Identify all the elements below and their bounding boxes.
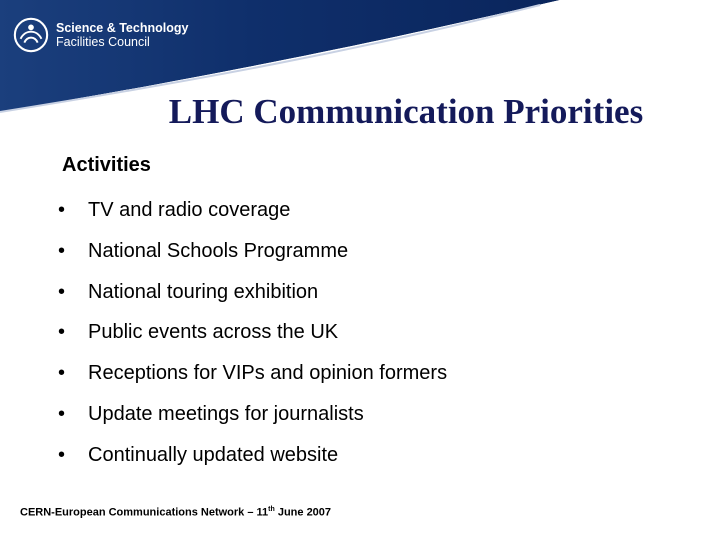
bullet-icon: • — [58, 402, 66, 425]
list-item — [58, 358, 447, 399]
list-item-text: TV and radio coverage — [88, 199, 291, 221]
list-item — [58, 277, 447, 318]
slide-footer — [20, 506, 331, 519]
activities-list — [58, 195, 447, 481]
footer-ordinal: th — [268, 506, 275, 513]
stfc-emblem-icon — [12, 16, 50, 54]
logo-line-2: Facilities Council — [56, 35, 150, 49]
list-item-text: Update meetings for journalists — [88, 402, 364, 425]
logo-line-1: Science & Technology — [56, 21, 189, 35]
bullet-icon: • — [58, 199, 66, 221]
list-item-text: Continually updated website — [88, 443, 339, 466]
list-item — [58, 440, 447, 481]
footer-date: June 2007 — [274, 506, 332, 519]
list-item — [58, 317, 447, 358]
list-item-text: Public events across the UK — [88, 321, 339, 344]
list-item — [58, 236, 447, 277]
bullet-icon: • — [58, 321, 66, 344]
bullet-icon: • — [58, 239, 66, 262]
footer-text: CERN-European Communications Network – 11 — [20, 506, 269, 519]
list-item-text: National touring exhibition — [88, 280, 319, 303]
bullet-icon: • — [58, 362, 66, 385]
stfc-logo — [12, 16, 188, 54]
activities-heading: Activities — [62, 154, 151, 176]
list-item — [58, 195, 447, 236]
list-item-text: Receptions for VIPs and opinion formers — [88, 362, 448, 385]
list-item — [58, 399, 447, 440]
bullet-icon: • — [58, 280, 66, 303]
list-item-text: National Schools Programme — [88, 239, 349, 262]
slide-title: LHC Communication Priorities — [168, 92, 644, 131]
bullet-icon: • — [58, 443, 66, 466]
